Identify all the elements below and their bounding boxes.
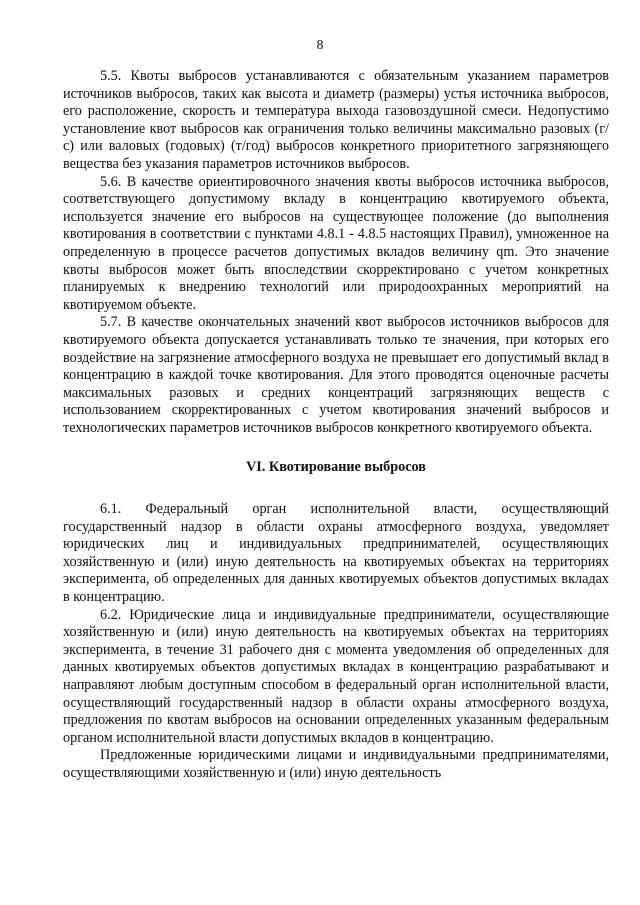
paragraph-5-5: 5.5. Квоты выбросов устанавливаются с обязательным указанием параметров источников выбросов, таких как высота и диаметр (размеры) устья источника выбросов, его расположение, скорость и температура выхода газовоздушной смеси. Недопустимо установление квот выбросов как ограничения только величины максимально разовых (г/с) или валовых (годовых) (т/год) выбросов конкретного приоритетного загрязняющего вещества без указания параметров источников выбросов. [63, 68, 609, 172]
page-number: 8 [316, 38, 324, 53]
paragraph-continued: Предложенные юридическими лицами и индивидуальными предпринимателями, осуществляющими хозяйственную и (или) иную деятельность [63, 747, 609, 781]
section-heading: VI. Квотирование выбросов [246, 459, 426, 476]
paragraph-5-7: 5.7. В качестве окончательных значений квот выбросов источников выбросов для квотируемого объекта допускается устанавливать только те значения, при которых его воздействие на загрязнение атмосферного воздуха не превышает его допустимый вклад в концентрацию в каждой точке квотирования. Для этого проводятся оценочные расчеты максимальных разовых и средних концентраций загрязняющих веществ с использованием скорректированных с учетом квотирования значений выбросов и технологических параметров источников выбросов конкретного квотируемого объекта. [63, 314, 609, 436]
paragraph-5-6: 5.6. В качестве ориентировочного значения квоты выбросов источника выбросов, соответствующего допустимому вкладу в концентрацию квотируемого объекта, используется значение его выбросов на существующее положение (до выполнения квотирования в соответствии с пунктами 4.8.1 - 4.8.5 настоящих Правил), умноженное на определенную в процессе расчетов допустимых вкладов величину qm. Это значение квоты выбросов может быть впоследствии скорректировано с учетом конкретных планируемых к внедрению технологий или природоохранных мероприятий на квотируемом объекте. [63, 173, 609, 313]
document-body [63, 68, 609, 783]
paragraph-6-2: 6.2. Юридические лица и индивидуальные предприниматели, осуществляющие хозяйственную и (или) иную деятельность на квотируемых объектах на территориях эксперимента, в течение 31 рабочего дня с момента уведомления об определенных для данных квотируемых объектов допустимых вкладах в концентрацию разрабатывают и направляют любым доступным способом в федеральный орган исполнительной власти, осуществляющий государственный надзор в области охраны атмосферного воздуха, предложения по квотам выбросов на основании определенных указанным федеральным органом исполнительной власти допустимых вкладов в концентрацию. [63, 606, 609, 746]
paragraph-6-1: 6.1. Федеральный орган исполнительной власти, осуществляющий государственный надзор в области охраны атмосферного воздуха, уведомляет юридических лиц и индивидуальных предпринимателей, осуществляющих хозяйственную и (или) иную деятельность на квотируемых объектах на территориях эксперимента, об определенных для данных квотируемых объектов допустимых вкладах в концентрацию. [63, 501, 609, 606]
